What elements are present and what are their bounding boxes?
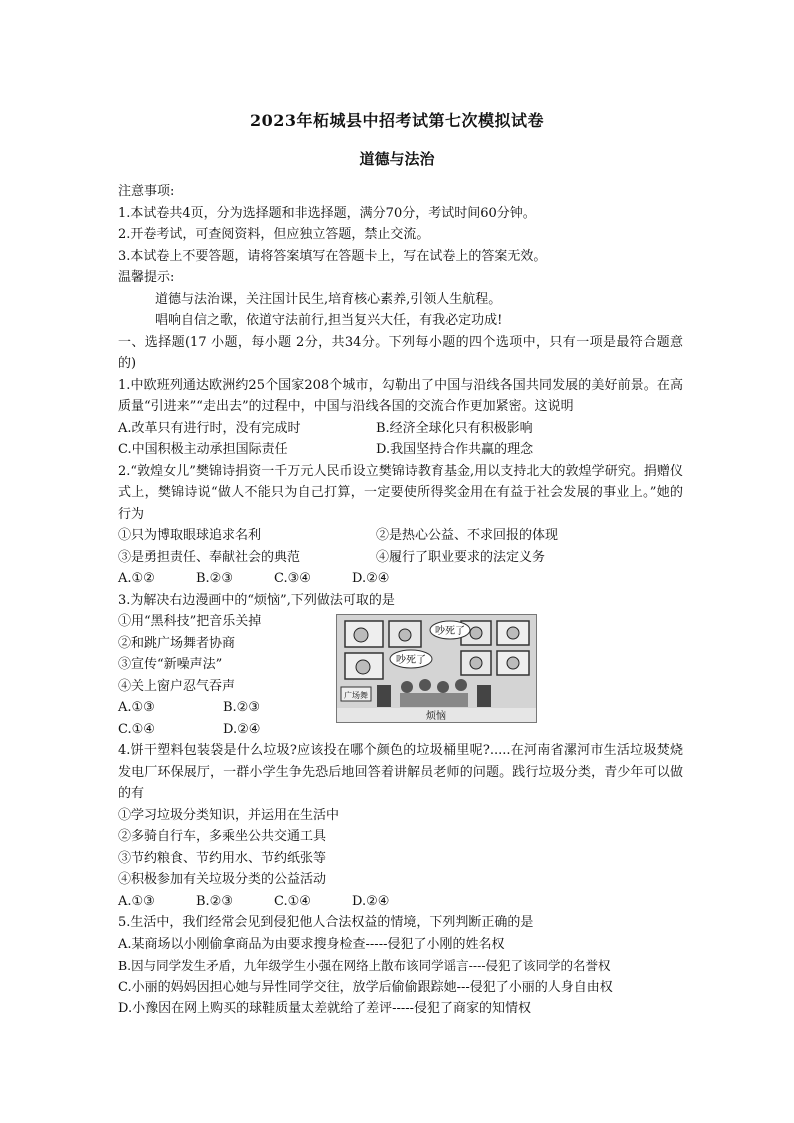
option-d: D.小豫因在网上购买的球鞋质量太差就给了差评-----侵犯了商家的知情权 (118, 1001, 532, 1016)
exam-body (118, 181, 683, 1020)
note-item: 2.开卷考试，可查阅资料，但应独立答题，禁止交流。 (118, 227, 430, 242)
option-d: D.②④ (352, 893, 390, 909)
option-b: B.经济全球化只有积极影响 (376, 420, 533, 436)
statement-2: ②和跳广场舞者协商 (118, 635, 236, 651)
tips-heading: 温馨提示: (118, 270, 175, 285)
question-2-statements-row (118, 547, 683, 569)
cartoon-drawing (337, 615, 536, 722)
statement-2: ②多骑自行车，多乘坐公共交通工具 (118, 829, 327, 844)
statement-1: ①用“黑科技”把音乐关掉 (118, 614, 262, 629)
tip-line: 道德与法治课，关注国计民生,培育核心素养,引领人生航程。 (155, 291, 502, 307)
note-item: 3.本试卷上不要答题，请将答案填写在答题卡上，写在试卷上的答案无效。 (118, 248, 547, 264)
section-heading: 一、选择题(17 小题，每小题 2分，共34分。下列每小题的四个选项中，只有一项是最符合题意的) (118, 334, 683, 371)
statement-3: ③是勇担责任、奉献社会的典范 (118, 549, 301, 565)
option-d: D.②④ (352, 571, 390, 586)
question-1-stem: 1.中欧班列通达欧洲约25个国家208个城市，勾勒出了中国与沿线各国共同发展的美好前景。在高质量“引进来”“走出去”的过程中，中国与沿线各国的交流合作更加紧密。这说明 (118, 377, 683, 414)
option-c: C.①④ (118, 721, 155, 737)
option-c: C.中国积极主动承担国际责任 (118, 442, 288, 457)
question-4-stem: 4.饼干塑料包装袋是什么垃圾?应该投在哪个颜色的垃圾桶里呢?.....在河南省漯河市生活垃圾焚烧发电厂环保展厅，一群小学生争先恐后地回答着讲解员老师的问题。践行垃圾分类，青少年可以做的有 (118, 743, 683, 801)
note-item: 1.本试卷共4页，分为选择题和非选择题，满分70分，考试时间60分钟。 (118, 205, 536, 221)
option-b: B.②③ (223, 700, 260, 715)
option-a: A.①③ (118, 893, 155, 909)
statement-4: ④积极参加有关垃圾分类的公益活动 (118, 872, 327, 887)
cartoon-sign-text: 广场舞 (344, 691, 368, 700)
exam-subject: 道德与法治 (359, 150, 435, 168)
noise-cartoon-image (336, 614, 537, 723)
cartoon-caption: 烦恼 (426, 711, 446, 722)
option-d: D.②④ (223, 721, 261, 737)
question-4-options-row (118, 891, 683, 913)
statement-3: ③节约粮食、节约用水、节约纸张等 (118, 850, 327, 866)
option-b: B.②③ (196, 571, 233, 586)
cartoon-bubble-text: 吵死了 (396, 655, 426, 666)
statement-1: ①只为博取眼球追求名利 (118, 528, 262, 543)
question-2-statements-row (118, 525, 683, 547)
question-1-options-row (118, 418, 683, 440)
question-3-options-row (118, 697, 336, 719)
option-a: A.①② (118, 571, 155, 586)
option-b: B.②③ (196, 893, 233, 909)
tip-line: 唱响自信之歌，依道守法前行,担当复兴大任，有我必定功成! (155, 313, 503, 328)
question-2-options-row (118, 568, 683, 590)
statement-4: ④履行了职业要求的法定义务 (376, 549, 546, 565)
statement-1: ①学习垃圾分类知识，并运用在生活中 (118, 807, 340, 823)
statement-3: ③宣传“新噪声法” (118, 657, 223, 672)
statement-4: ④关上窗户忍气吞声 (118, 678, 236, 694)
option-a: A.改革只有进行时，没有完成时 (118, 420, 301, 436)
question-2-stem: 2.“敦煌女儿”樊锦诗捐资一千万元人民币设立樊锦诗教育基金,用以支持北大的敦煌学研究。捐赠仪式上，樊锦诗说“做人不能只为自己打算，一定要使所得奖金用在有益于社会发展的事业上。”她的行为 (118, 463, 683, 522)
question-3-choices (118, 611, 336, 740)
option-a: A.①③ (118, 700, 155, 715)
question-3-stem: 3.为解决右边漫画中的“烦恼”,下列做法可取的是 (118, 592, 395, 608)
question-3-block (118, 611, 683, 740)
cartoon-bubble-text: 吵死了 (435, 626, 465, 637)
notes-heading: 注意事项: (118, 184, 175, 199)
option-c: C.小丽的妈妈因担心她与异性同学交往，放学后偷偷跟踪她---侵犯了小丽的人身自由权 (118, 979, 613, 995)
option-d: D.我国坚持合作共赢的理念 (376, 442, 534, 457)
exam-title: 2023年柘城县中招考试第七次模拟试卷 (249, 111, 545, 130)
question-3-options-row (118, 719, 336, 741)
option-c: C.③④ (274, 571, 311, 586)
statement-2: ②是热心公益、不求回报的体现 (376, 528, 559, 543)
option-a: A.某商场以小刚偷拿商品为由要求搜身检查-----侵犯了小刚的姓名权 (118, 936, 505, 952)
question-1-options-row (118, 439, 683, 461)
option-b: B.因与同学发生矛盾，九年级学生小强在网络上散布该同学谣言----侵犯了该同学的名誉权 (118, 958, 611, 973)
question-5-stem: 5.生活中，我们经常会见到侵犯他人合法权益的情境，下列判断正确的是 (118, 915, 534, 930)
option-c: C.①④ (274, 893, 311, 909)
